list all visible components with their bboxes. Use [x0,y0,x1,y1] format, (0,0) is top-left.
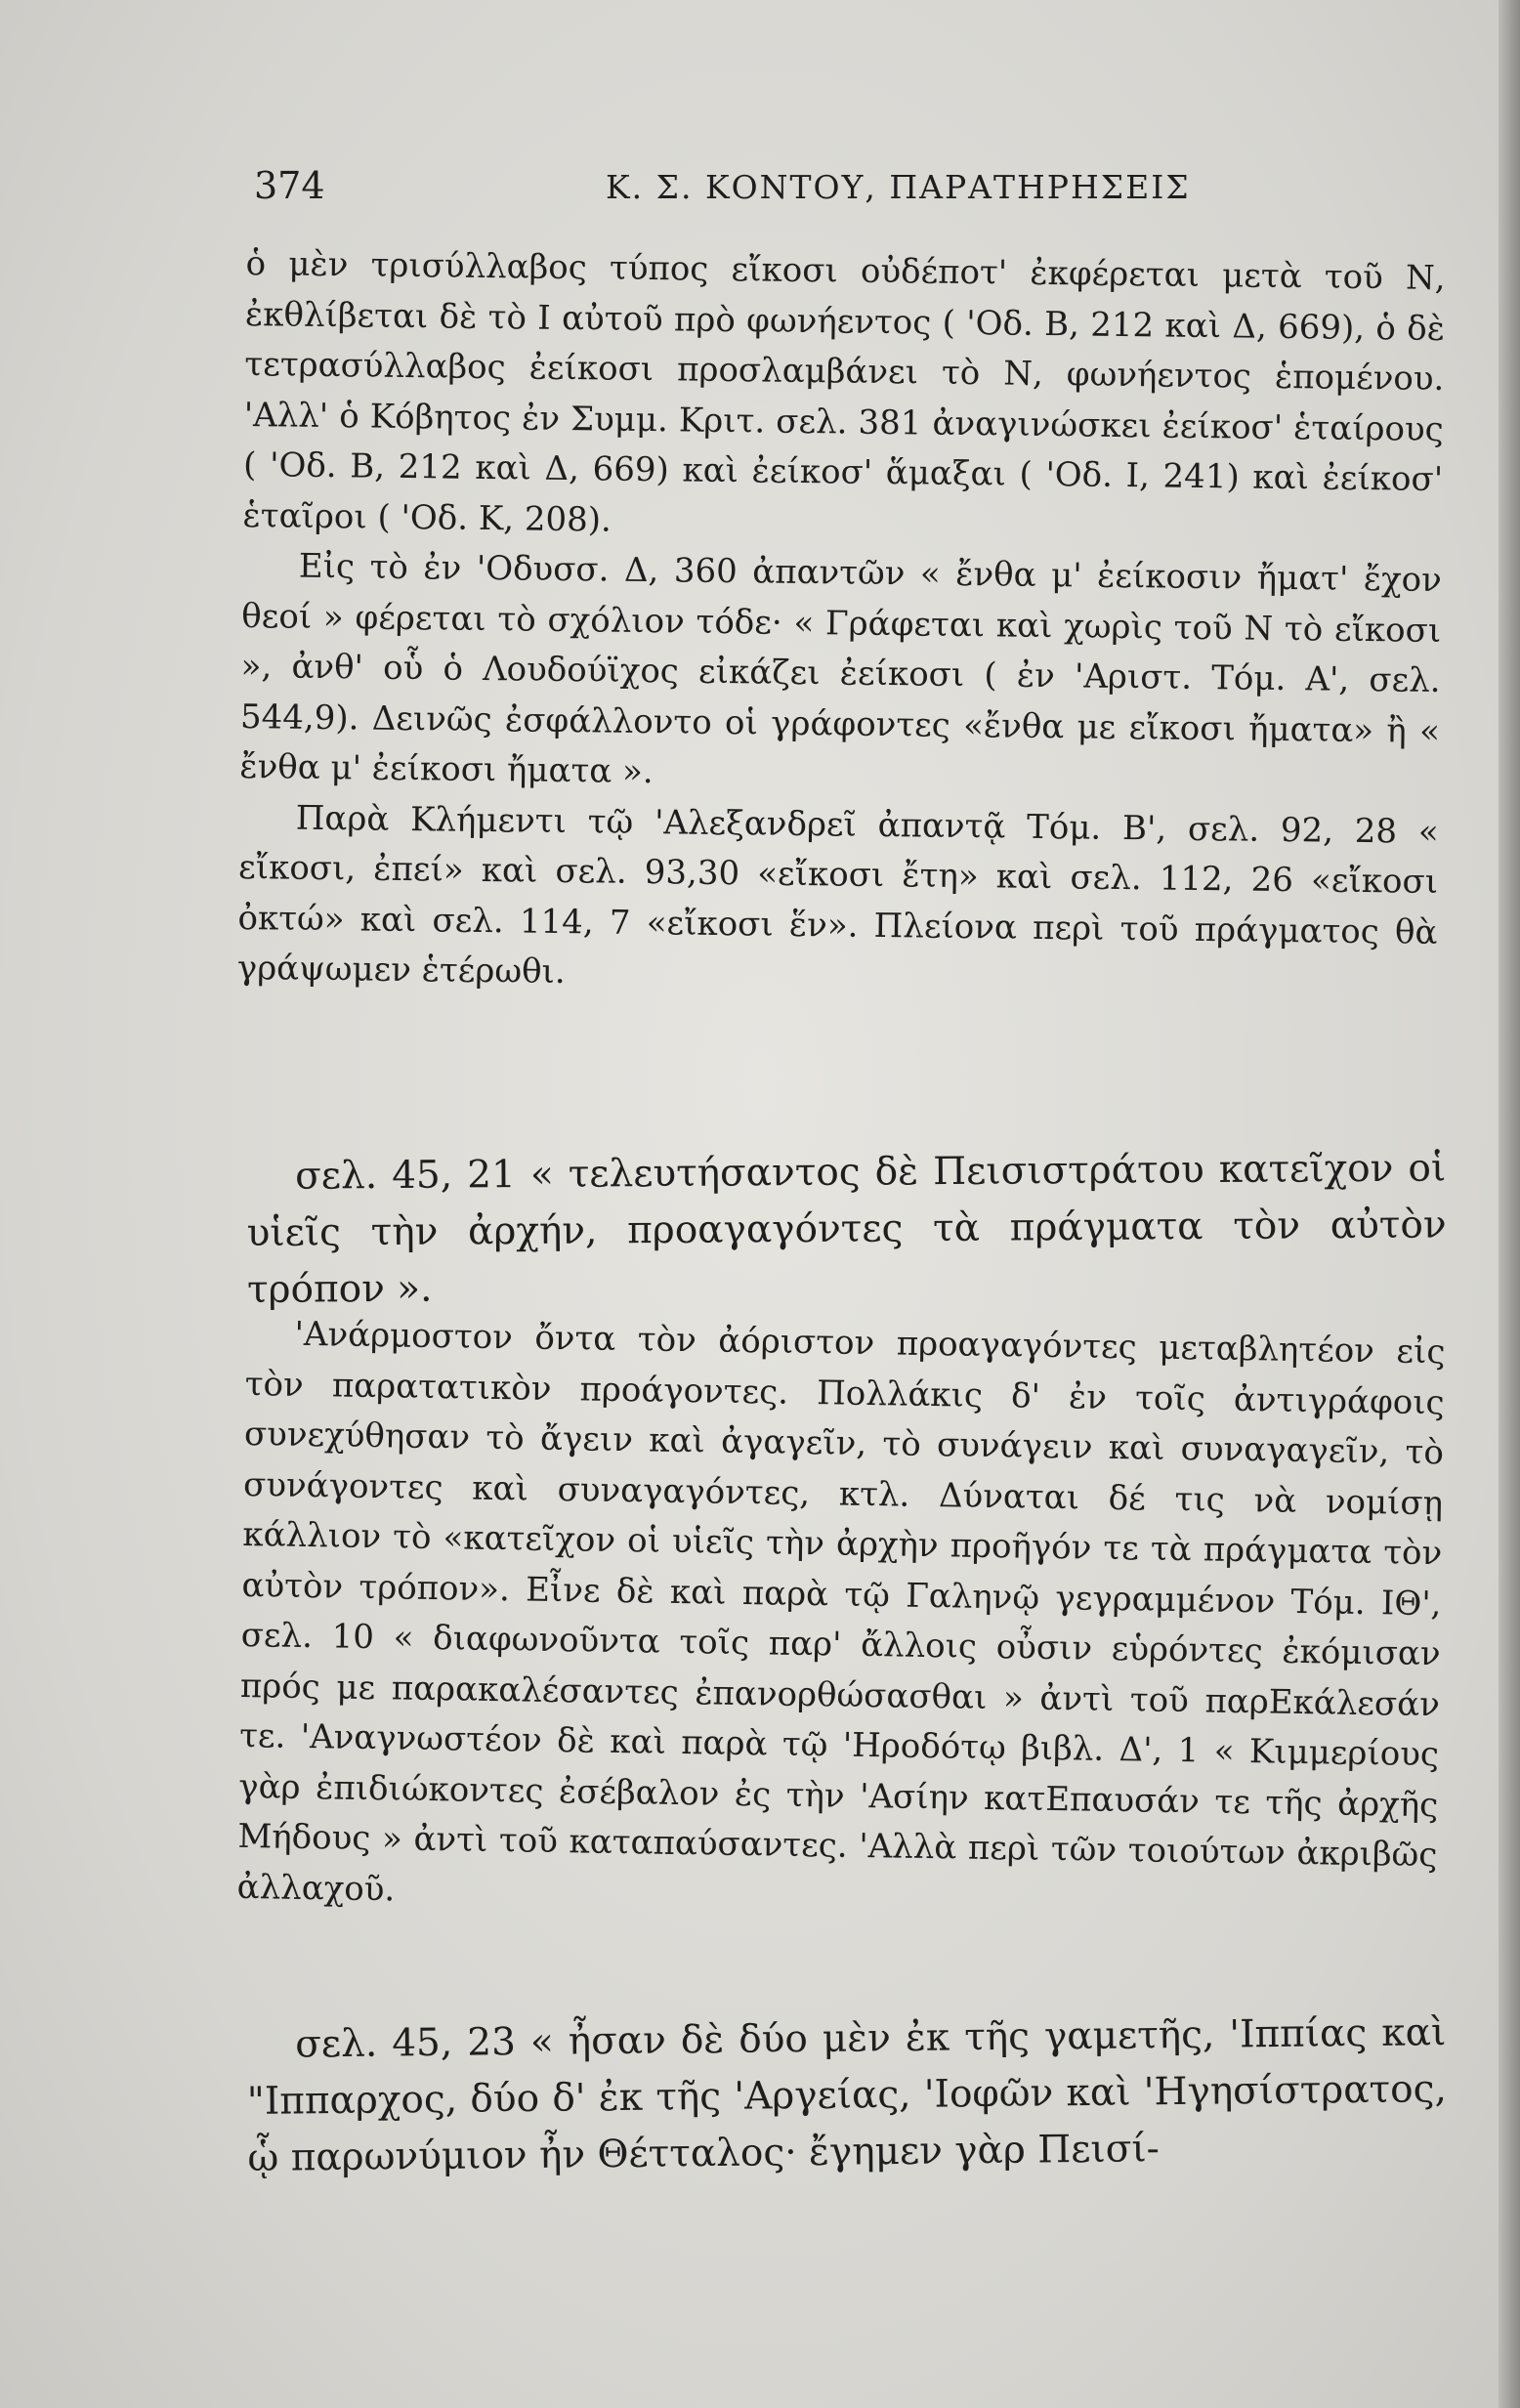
paragraph: Εἰς τὸ ἐν 'Οδυσσ. Δ, 360 ἀπαντῶν « ἔνθα μ' ἐείκοσιν ἤματ' ἔχον θεοί » φέρεται τὸ σχόλιον τόδε· « Γράφεται καὶ χωρὶς τοῦ Ν τὸ εἴκοσι », ἀνθ' οὗ ὁ Λουδούϊχος εἰκάζει ἐείκοσι ( ἐν 'Αριστ. Τόμ. Α', σελ. 544,9). Δεινῶς ἐσφάλλοντο οἱ γράφοντες «ἔνθα με εἴκοσι ἤματα» ἢ « ἔνθα μ' ἐείκοσι ἤματα ». [239,546,1443,792]
paragraph: ὁ μὲν τρισύλλαβος τύπος εἴκοσι οὐδέποτ' ἐκφέρεται μετὰ τοῦ Ν, ἐκθλίβεται δὲ τὸ Ι αὐτοῦ πρὸ φωνήεντος ( 'Οδ. Β, 212 καὶ Δ, 669), ὁ δὲ τετρασύλλαβος ἐείκοσι προσλαμβάνει τὸ Ν, φωνήεντος ἑπομένου. 'Αλλ' ὁ Κόβητος ἐν Συμμ. Κριτ. σελ. 381 ἀναγινώσκει ἐείκοσ' ἑταίρους ( 'Οδ. Β, 212 καὶ Δ, 669) καὶ ἐείκοσ' ἅμαξαι ( 'Οδ. Ι, 241) καὶ ἐείκοσ' ἑταῖροι ( 'Οδ. Κ, 208). [242,243,1446,540]
paragraph: σελ. 45, 23 « ἦσαν δὲ δύο μὲν ἐκ τῆς γαμετῆς, 'Ιππίας καὶ "Ιππαρχος, δύο δ' ἐκ τῆς 'Αργείας, 'Ιοφῶν καὶ 'Ηγησίστρατος, ᾧ παρωνύμιον ἦν Θέτταλος· ἔγημεν γὰρ Πεισί- [246,2010,1448,2180]
lemma-45-21 [246,1140,1447,1319]
paragraph: 'Ανάρμοστον ὄντα τὸν ἀόριστον προαγαγόντες μεταβλητέον εἰς τὸν παρατατικὸν προάγοντες. Πολλάκις δ' ἐν τοῖς ἀντιγράφοις συνεχύθησαν τὸ ἄγειν καὶ ἀγαγεῖν, τὸ συνάγειν καὶ συναγαγεῖν, τὸ συνάγοντες καὶ συναγαγόντες, κτλ. Δύναται δέ τις νὰ νομίσῃ κάλλιον τὸ «κατεῖχον οἱ υἱεῖς τὴν ἀρχὴν προῆγόν τε τὰ πράγματα τὸν αὐτὸν τρόπον». Εἶνε δὲ καὶ παρὰ τῷ Γαληνῷ γεγραμμένον Τόμ. ΙΘ', σελ. 10 « διαφωνοῦντα τοῖς παρ' ἄλλοις οὖσιν εὑρόντες ἐκόμισαν πρός με παρακαλέσαντες ἐπανορθώσασθαι » ἀντὶ τοῦ παρΕκάλεσάν τε. 'Αναγνωστέον δὲ καὶ παρὰ τῷ 'Ηροδότῳ βιβλ. Δ', 1 « Κιμμερίους γὰρ ἐπιδιώκοντες ἐσέβαλον ἐς τὴν 'Ασίην κατΕπαυσάν τε τῆς ἀρχῆς Μήδους » ἀντὶ τοῦ καταπαύσαντες. 'Αλλὰ περὶ τῶν τοιούτων ἀκριβῶς ἀλλαχοῦ. [236,1314,1446,1909]
running-head [254,164,1241,223]
text-block-eikosi [237,239,1446,1008]
page-edge-shadow [1499,0,1520,2408]
commentary-45-21 [236,1309,1446,1931]
running-title: Κ. Σ. ΚΟΝΤΟΥ, ΠΑΡΑΤΗΡΗΣΕΙΣ [606,168,1191,206]
lemma-45-23 [246,2005,1448,2187]
page-number: 374 [254,164,325,207]
paragraph: Παρὰ Κλήμεντι τῷ 'Αλεξανδρεῖ ἀπαντᾷ Τόμ. Β', σελ. 92, 28 « εἴκοσι, ἐπεί» καὶ σελ. 93,30 «εἴκοσι ἔτη» καὶ σελ. 112, 26 «εἴκοσι ὀκτώ» καὶ σελ. 114, 7 «εἴκοσι ἕν». Πλείονα περὶ τοῦ πράγματος θὰ γράψωμεν ἑτέρωθι. [236,798,1439,993]
paragraph: σελ. 45, 21 « τελευτήσαντος δὲ Πεισιστράτου κατεῖχον οἱ υἱεῖς τὴν ἀρχήν, προαγαγόντες τὰ πράγματα τὸν αὐτὸν τρόπον ». [246,1146,1447,1312]
